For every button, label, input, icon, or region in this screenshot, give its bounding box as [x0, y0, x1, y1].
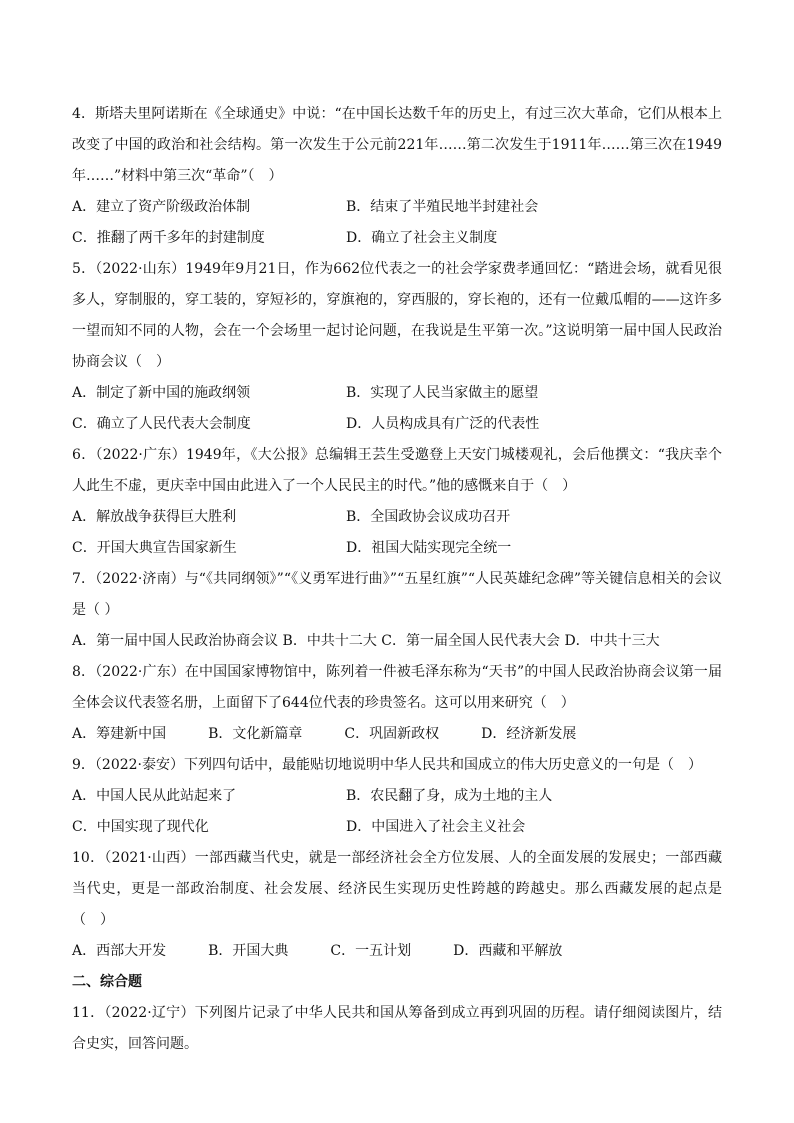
- question-4-option-c[interactable]: C．推翻了两千多年的封建制度: [72, 230, 265, 246]
- question-4-option-d[interactable]: D．确立了社会主义制度: [346, 230, 498, 246]
- question-10-stem: 10．（2021·山西）一部西藏当代史，就是一部经济社会全方位发展、人的全面发展的发展史；一部西藏当代史，更是一部政治制度、社会发展、经济民生实现历史性跨越的跨越史。那么西藏发展的起点是（ ）: [72, 850, 722, 928]
- section-title: 二、综合题: [72, 974, 142, 990]
- question-4-option-a[interactable]: A．建立了资产阶级政治体制: [72, 199, 251, 215]
- question-6-option-c[interactable]: C．开国大典宣告国家新生: [72, 540, 237, 556]
- question-9-option-d[interactable]: D．中国进入了社会主义社会: [346, 819, 526, 835]
- question-9-option-c[interactable]: C．中国实现了现代化: [72, 819, 209, 835]
- question-10-option-b[interactable]: B．开国大典: [208, 943, 289, 959]
- question-9-option-b[interactable]: B．农民翻了身，成为土地的主人: [346, 788, 553, 804]
- question-9-options-row-2: [72, 812, 722, 843]
- question-5-option-a[interactable]: A．制定了新中国的施政纲领: [72, 385, 251, 401]
- document-page: [72, 99, 722, 1060]
- question-9-option-a[interactable]: A．中国人民从此站起来了: [72, 788, 237, 804]
- question-8-stem: 8．（2022·广东）在中国国家博物馆中，陈列着一件被毛泽东称为“天书”的中国人民政治协商会议第一届全体会议代表签名册，上面留下了644位代表的珍贵签名。这可以用来研究（ ）: [72, 664, 722, 711]
- question-10-option-c[interactable]: C．一五计划: [330, 943, 412, 959]
- question-7-options[interactable]: A．第一届中国人民政治协商会议 B．中共十二大 C．第一届全国人民代表大会 D．中共十三大: [72, 633, 660, 649]
- question-6-stem: 6．（2022·广东）1949年，《大公报》总编辑王芸生受邀登上天安门城楼观礼，会后他撰文：“我庆幸个人此生不虚，更庆幸中国由此进入了一个人民民主的时代。”他的感慨来自于（ ）: [72, 447, 722, 494]
- question-9-stem: 9．（2022·泰安）下列四句话中，最能贴切地说明中华人民共和国成立的伟大历史意义的一句是（ ）: [72, 757, 702, 773]
- question-6-options-row-2: [72, 533, 722, 564]
- question-8-option-d[interactable]: D．经济新发展: [481, 726, 577, 742]
- question-7-stem: 7．（2022·济南）与“《共同纲领》”“《义勇军进行曲》”“五星红旗”“人民英雄纪念碑”等关键信息相关的会议是（ ）: [72, 571, 722, 618]
- question-5-option-c[interactable]: C．确立了人民代表大会制度: [72, 416, 251, 432]
- question-5-option-b[interactable]: B．实现了人民当家做主的愿望: [346, 385, 539, 401]
- question-6-option-a[interactable]: A．解放战争获得巨大胜利: [72, 509, 237, 525]
- question-10-option-a[interactable]: A．西部大开发: [72, 943, 167, 959]
- question-4-option-b[interactable]: B．结束了半殖民地半封建社会: [346, 199, 539, 215]
- question-5-options-row-2: [72, 409, 722, 440]
- question-10-options-row: [72, 936, 722, 967]
- question-4-stem: 4．斯塔夫里阿诺斯在《全球通史》中说：“在中国长达数千年的历史上，有过三次大革命，它们从根本上改变了中国的政治和社会结构。第一次发生于公元前221年……第二次发生于1911年……第三次在1949年……”材料中第三次“革命”（ ）: [72, 106, 722, 184]
- question-9-options-row-1: [72, 781, 722, 812]
- question-8-option-c[interactable]: C．巩固新政权: [344, 726, 440, 742]
- question-10-option-d[interactable]: D．西藏和平解放: [453, 943, 563, 959]
- question-5-options-row-1: [72, 378, 722, 409]
- question-6-option-d[interactable]: D．祖国大陆实现完全统一: [346, 540, 512, 556]
- question-4-options-row-1: [72, 192, 722, 223]
- question-6-options-row-1: [72, 502, 722, 533]
- question-5-stem: 5．（2022·山东）1949年9月21日，作为662位代表之一的社会学家费孝通回忆：“踏进会场，就看见很多人，穿制服的，穿工装的，穿短衫的，穿旗袍的，穿西服的，穿长袍的，还有一位戴瓜帽的——这许多一望而知不同的人物，会在一个会场里一起讨论问题，在我说是生平第一次。”这说明第一届中国人民政治协商会议（ ）: [72, 261, 722, 370]
- question-6-option-b[interactable]: B．全国政协会议成功召开: [346, 509, 511, 525]
- question-5-option-d[interactable]: D．人员构成具有广泛的代表性: [346, 416, 540, 432]
- question-8-options-row: [72, 719, 722, 750]
- question-8-option-b[interactable]: B．文化新篇章: [208, 726, 303, 742]
- question-11-stem: 11．（2022·辽宁）下列图片记录了中华人民共和国从筹备到成立再到巩固的历程。请仔细阅读图片，结合史实，回答问题。: [72, 1005, 722, 1052]
- question-4-options-row-2: [72, 223, 722, 254]
- question-8-option-a[interactable]: A．筹建新中国: [72, 726, 167, 742]
